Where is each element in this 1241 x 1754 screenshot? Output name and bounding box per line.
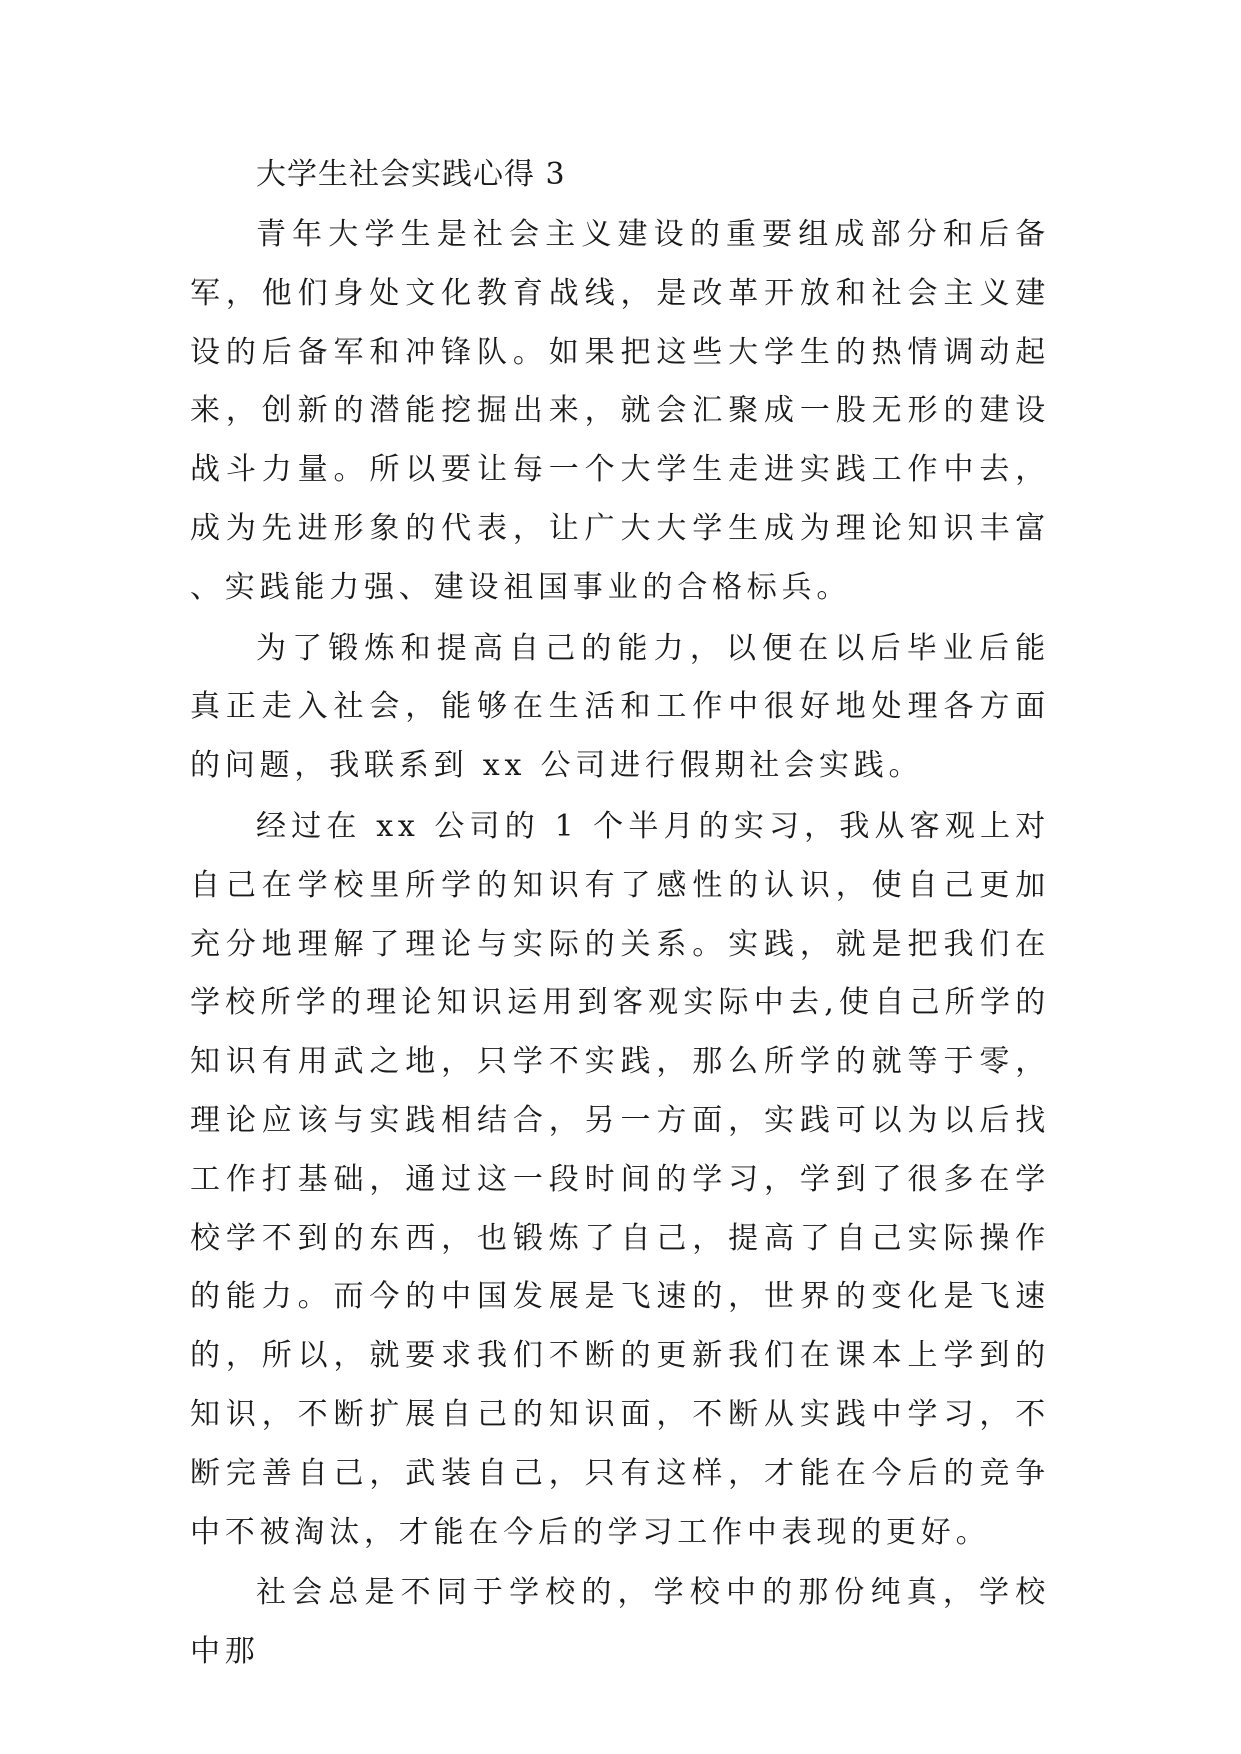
document-title: 大学生社会实践心得 3 <box>256 157 566 192</box>
document-page <box>190 146 1050 1684</box>
paragraph-4: 社会总是不同于学校的，学校中的那份纯真，学校中那 <box>190 1575 1050 1670</box>
paragraph-1: 青年大学生是社会主义建设的重要组成部分和后备军，他们身处文化教育战线，是改革开放和社会主义建设的后备军和冲锋队。如果把这些大学生的热情调动起来，创新的潜能挖掘出来，就会汇聚成一股无形的建设战斗力量。所以要让每一个大学生走进实践工作中去，成为先进形象的代表，让广大大学生成为理论知识丰富、实践能力强、建设祖国事业的合格标兵。 <box>190 217 1050 605</box>
paragraph-3: 经过在 xx 公司的 1 个半月的实习，我从客观上对自己在学校里所学的知识有了感性的认识，使自己更加充分地理解了理论与实际的关系。实践，就是把我们在学校所学的理论知识运用到客观实际中去,使自己所学的知识有用武之地，只学不实践，那么所学的就等于零，理论应该与实践相结合，另一方面，实践可以为以后找工作打基础，通过这一段时间的学习，学到了很多在学校学不到的东西，也锻炼了自己，提高了自己实际操作的能力。而今的中国发展是飞速的，世界的变化是飞速的，所以，就要求我们不断的更新我们在课本上学到的知识，不断扩展自己的知识面，不断从实践中学习，不断完善自己，武装自己，只有这样，才能在今后的竞争中不被淘汰，才能在今后的学习工作中表现的更好。 <box>190 808 1050 1550</box>
paragraph-2: 为了锻炼和提高自己的能力，以便在以后毕业后能真正走入社会，能够在生活和工作中很好地处理各方面的问题，我联系到 xx 公司进行假期社会实践。 <box>190 630 1050 784</box>
